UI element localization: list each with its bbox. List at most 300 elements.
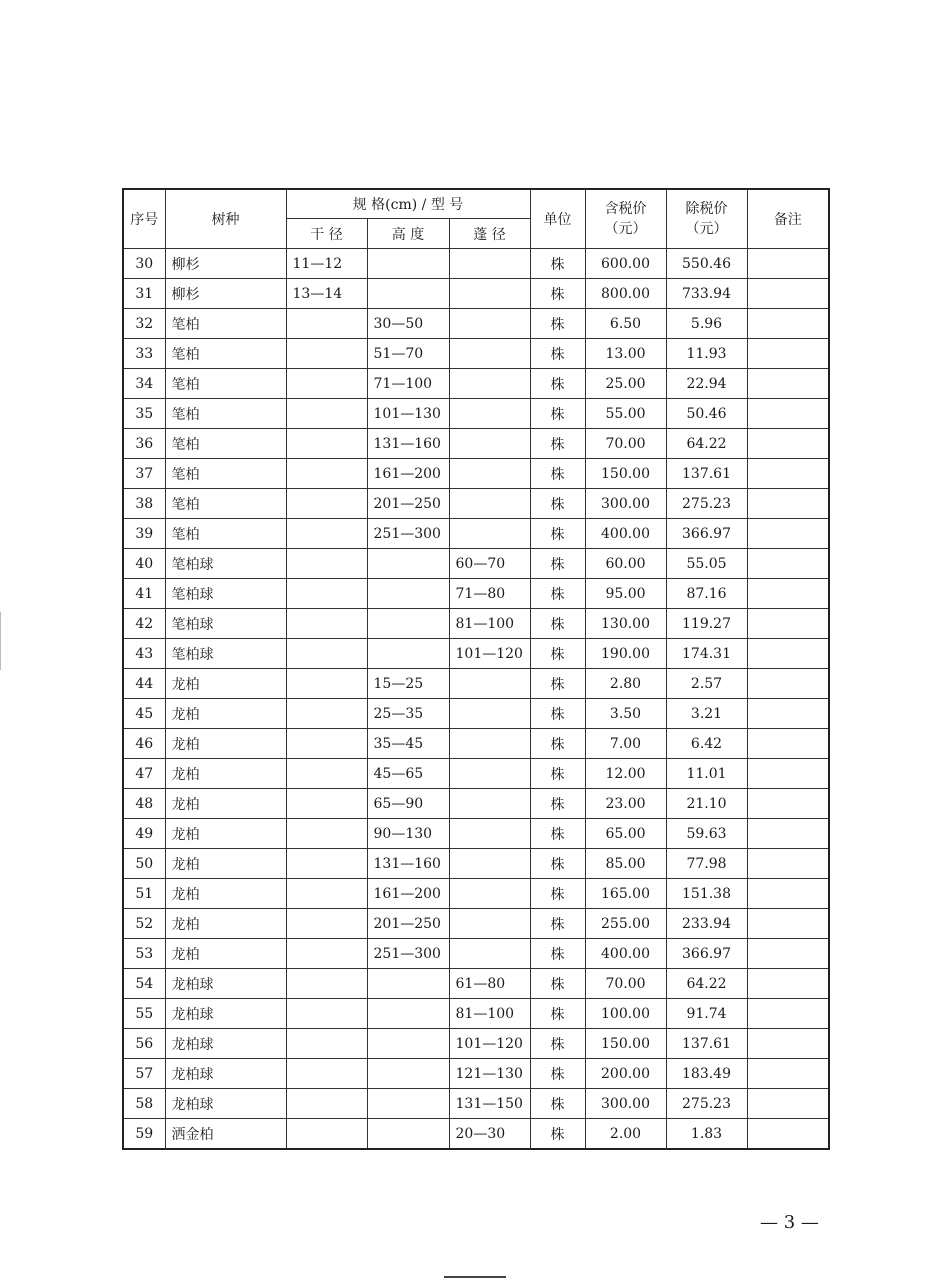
cell-seq: 30 — [123, 249, 165, 279]
table-row — [123, 819, 829, 849]
cell-trunk — [286, 459, 367, 489]
cell-remark — [747, 369, 829, 399]
cell-remark — [747, 579, 829, 609]
cell-seq: 43 — [123, 639, 165, 669]
cell-unit: 株 — [530, 699, 585, 729]
cell-remark — [747, 1089, 829, 1119]
cell-price-tax: 70.00 — [585, 429, 666, 459]
cell-remark — [747, 279, 829, 309]
cell-species: 龙柏 — [165, 789, 286, 819]
cell-height: 15—25 — [367, 669, 449, 699]
cell-unit: 株 — [530, 309, 585, 339]
cell-unit: 株 — [530, 399, 585, 429]
cell-species: 笔柏 — [165, 369, 286, 399]
cell-trunk — [286, 699, 367, 729]
cell-crown — [449, 399, 530, 429]
cell-remark — [747, 1059, 829, 1089]
cell-seq: 45 — [123, 699, 165, 729]
table-row — [123, 369, 829, 399]
cell-price-tax: 100.00 — [585, 999, 666, 1029]
cell-crown — [449, 339, 530, 369]
cell-crown — [449, 819, 530, 849]
cell-unit: 株 — [530, 1059, 585, 1089]
table-row — [123, 699, 829, 729]
cell-price-notax: 55.05 — [666, 549, 747, 579]
cell-crown — [449, 249, 530, 279]
cell-height — [367, 969, 449, 999]
cell-seq: 58 — [123, 1089, 165, 1119]
cell-seq: 36 — [123, 429, 165, 459]
cell-crown: 121—130 — [449, 1059, 530, 1089]
cell-crown: 101—120 — [449, 639, 530, 669]
cell-species: 龙柏 — [165, 759, 286, 789]
cell-species: 洒金柏 — [165, 1119, 286, 1150]
cell-trunk — [286, 369, 367, 399]
cell-trunk — [286, 789, 367, 819]
cell-price-notax: 366.97 — [666, 939, 747, 969]
header-price-notax — [666, 189, 747, 249]
cell-unit: 株 — [530, 489, 585, 519]
cell-height: 131—160 — [367, 429, 449, 459]
cell-unit: 株 — [530, 909, 585, 939]
cell-seq: 50 — [123, 849, 165, 879]
cell-trunk — [286, 969, 367, 999]
table-row — [123, 909, 829, 939]
cell-remark — [747, 879, 829, 909]
cell-price-tax: 60.00 — [585, 549, 666, 579]
header-seq: 序号 — [123, 189, 165, 249]
cell-species: 笔柏球 — [165, 579, 286, 609]
cell-remark — [747, 639, 829, 669]
cell-species: 龙柏 — [165, 729, 286, 759]
cell-remark — [747, 909, 829, 939]
cell-height — [367, 579, 449, 609]
cell-remark — [747, 309, 829, 339]
cell-trunk — [286, 489, 367, 519]
cell-crown — [449, 909, 530, 939]
cell-species: 龙柏 — [165, 669, 286, 699]
cell-unit: 株 — [530, 459, 585, 489]
header-spec-group: 规 格(cm) / 型 号 — [286, 189, 530, 219]
cell-remark — [747, 429, 829, 459]
cell-species: 龙柏球 — [165, 999, 286, 1029]
cell-seq: 56 — [123, 1029, 165, 1059]
header-trunk: 干 径 — [286, 219, 367, 249]
header-height: 高 度 — [367, 219, 449, 249]
cell-price-tax: 2.00 — [585, 1119, 666, 1150]
cell-price-notax: 50.46 — [666, 399, 747, 429]
cell-trunk — [286, 729, 367, 759]
cell-trunk — [286, 909, 367, 939]
cell-height: 161—200 — [367, 879, 449, 909]
cell-seq: 46 — [123, 729, 165, 759]
cell-height: 25—35 — [367, 699, 449, 729]
cell-height: 251—300 — [367, 519, 449, 549]
cell-trunk — [286, 579, 367, 609]
cell-unit: 株 — [530, 339, 585, 369]
cell-price-tax: 130.00 — [585, 609, 666, 639]
cell-trunk — [286, 1089, 367, 1119]
cell-height: 45—65 — [367, 759, 449, 789]
cell-trunk — [286, 609, 367, 639]
cell-price-tax: 6.50 — [585, 309, 666, 339]
cell-unit: 株 — [530, 789, 585, 819]
cell-species: 笔柏 — [165, 399, 286, 429]
header-price-notax-line2: （元） — [685, 221, 728, 237]
table-row — [123, 249, 829, 279]
cell-trunk — [286, 669, 367, 699]
cell-height: 35—45 — [367, 729, 449, 759]
cell-crown — [449, 279, 530, 309]
cell-seq: 34 — [123, 369, 165, 399]
table-row — [123, 759, 829, 789]
cell-price-notax: 550.46 — [666, 249, 747, 279]
cell-unit: 株 — [530, 639, 585, 669]
bottom-edge-mark — [444, 1276, 506, 1278]
cell-price-tax: 255.00 — [585, 909, 666, 939]
cell-remark — [747, 699, 829, 729]
table-row — [123, 849, 829, 879]
cell-trunk — [286, 639, 367, 669]
cell-height — [367, 1119, 449, 1150]
cell-price-notax: 11.01 — [666, 759, 747, 789]
cell-species: 柳杉 — [165, 249, 286, 279]
cell-price-notax: 64.22 — [666, 429, 747, 459]
cell-price-tax: 12.00 — [585, 759, 666, 789]
cell-species: 龙柏 — [165, 849, 286, 879]
cell-remark — [747, 939, 829, 969]
table-row — [123, 1059, 829, 1089]
cell-unit: 株 — [530, 579, 585, 609]
cell-price-notax: 366.97 — [666, 519, 747, 549]
cell-seq: 40 — [123, 549, 165, 579]
cell-trunk — [286, 1029, 367, 1059]
cell-price-notax: 275.23 — [666, 1089, 747, 1119]
cell-trunk: 13—14 — [286, 279, 367, 309]
cell-seq: 55 — [123, 999, 165, 1029]
cell-seq: 33 — [123, 339, 165, 369]
cell-remark — [747, 1119, 829, 1150]
cell-unit: 株 — [530, 519, 585, 549]
table-row — [123, 1029, 829, 1059]
cell-seq: 41 — [123, 579, 165, 609]
table-row — [123, 399, 829, 429]
cell-price-notax: 6.42 — [666, 729, 747, 759]
cell-seq: 35 — [123, 399, 165, 429]
header-price-tax-line2: （元） — [604, 221, 647, 237]
cell-seq: 39 — [123, 519, 165, 549]
cell-remark — [747, 1029, 829, 1059]
cell-remark — [747, 669, 829, 699]
cell-unit: 株 — [530, 429, 585, 459]
cell-price-tax: 25.00 — [585, 369, 666, 399]
cell-seq: 37 — [123, 459, 165, 489]
cell-unit: 株 — [530, 549, 585, 579]
cell-crown — [449, 489, 530, 519]
cell-trunk — [286, 849, 367, 879]
cell-remark — [747, 519, 829, 549]
cell-species: 笔柏球 — [165, 549, 286, 579]
cell-price-notax: 183.49 — [666, 1059, 747, 1089]
cell-price-notax: 137.61 — [666, 459, 747, 489]
cell-remark — [747, 249, 829, 279]
cell-species: 龙柏 — [165, 699, 286, 729]
cell-price-notax: 275.23 — [666, 489, 747, 519]
cell-price-notax: 21.10 — [666, 789, 747, 819]
cell-trunk — [286, 939, 367, 969]
table-row — [123, 519, 829, 549]
price-table — [122, 188, 830, 1150]
cell-species: 笔柏 — [165, 429, 286, 459]
table-row — [123, 609, 829, 639]
cell-crown: 71—80 — [449, 579, 530, 609]
cell-unit: 株 — [530, 879, 585, 909]
cell-price-tax: 400.00 — [585, 519, 666, 549]
cell-seq: 57 — [123, 1059, 165, 1089]
table-row — [123, 669, 829, 699]
cell-remark — [747, 399, 829, 429]
cell-species: 龙柏 — [165, 819, 286, 849]
cell-remark — [747, 459, 829, 489]
cell-price-notax: 151.38 — [666, 879, 747, 909]
table-row — [123, 279, 829, 309]
cell-height: 251—300 — [367, 939, 449, 969]
cell-price-notax: 91.74 — [666, 999, 747, 1029]
cell-price-tax: 70.00 — [585, 969, 666, 999]
cell-price-tax: 65.00 — [585, 819, 666, 849]
cell-seq: 38 — [123, 489, 165, 519]
cell-height — [367, 279, 449, 309]
cell-species: 柳杉 — [165, 279, 286, 309]
cell-seq: 47 — [123, 759, 165, 789]
cell-price-notax: 137.61 — [666, 1029, 747, 1059]
cell-species: 龙柏球 — [165, 1089, 286, 1119]
cell-price-tax: 3.50 — [585, 699, 666, 729]
cell-trunk — [286, 549, 367, 579]
cell-crown: 61—80 — [449, 969, 530, 999]
cell-species: 笔柏球 — [165, 609, 286, 639]
cell-height — [367, 999, 449, 1029]
cell-unit: 株 — [530, 609, 585, 639]
cell-species: 笔柏 — [165, 519, 286, 549]
cell-height: 71—100 — [367, 369, 449, 399]
cell-height — [367, 549, 449, 579]
cell-price-tax: 2.80 — [585, 669, 666, 699]
cell-species: 笔柏 — [165, 459, 286, 489]
table-row — [123, 969, 829, 999]
cell-trunk — [286, 1119, 367, 1150]
cell-remark — [747, 489, 829, 519]
page-number: — 3 — — [760, 1212, 819, 1233]
header-remark: 备注 — [747, 189, 829, 249]
cell-species: 龙柏 — [165, 909, 286, 939]
cell-price-tax: 300.00 — [585, 489, 666, 519]
cell-price-tax: 200.00 — [585, 1059, 666, 1089]
table-row — [123, 729, 829, 759]
cell-height — [367, 1059, 449, 1089]
table-row — [123, 939, 829, 969]
cell-species: 笔柏球 — [165, 639, 286, 669]
cell-price-notax: 11.93 — [666, 339, 747, 369]
cell-remark — [747, 849, 829, 879]
cell-seq: 42 — [123, 609, 165, 639]
cell-remark — [747, 819, 829, 849]
cell-crown — [449, 699, 530, 729]
cell-species: 龙柏 — [165, 879, 286, 909]
cell-unit: 株 — [530, 1119, 585, 1150]
header-price-tax — [585, 189, 666, 249]
cell-price-notax: 87.16 — [666, 579, 747, 609]
cell-crown — [449, 789, 530, 819]
cell-crown — [449, 669, 530, 699]
cell-remark — [747, 729, 829, 759]
table-row — [123, 489, 829, 519]
cell-crown — [449, 519, 530, 549]
cell-remark — [747, 999, 829, 1029]
table-row — [123, 1089, 829, 1119]
cell-price-notax: 22.94 — [666, 369, 747, 399]
cell-crown — [449, 369, 530, 399]
cell-height: 101—130 — [367, 399, 449, 429]
cell-height: 30—50 — [367, 309, 449, 339]
cell-crown — [449, 879, 530, 909]
cell-remark — [747, 789, 829, 819]
cell-remark — [747, 969, 829, 999]
cell-unit: 株 — [530, 819, 585, 849]
cell-species: 笔柏 — [165, 309, 286, 339]
cell-remark — [747, 759, 829, 789]
cell-unit: 株 — [530, 249, 585, 279]
cell-height — [367, 249, 449, 279]
cell-unit: 株 — [530, 999, 585, 1029]
cell-price-notax: 119.27 — [666, 609, 747, 639]
cell-price-tax: 13.00 — [585, 339, 666, 369]
cell-height — [367, 639, 449, 669]
cell-trunk — [286, 1059, 367, 1089]
cell-species: 笔柏 — [165, 489, 286, 519]
cell-seq: 44 — [123, 669, 165, 699]
cell-seq: 52 — [123, 909, 165, 939]
cell-crown — [449, 309, 530, 339]
cell-price-notax: 59.63 — [666, 819, 747, 849]
cell-trunk — [286, 309, 367, 339]
table-row — [123, 639, 829, 669]
cell-trunk — [286, 759, 367, 789]
table-row — [123, 999, 829, 1029]
cell-trunk — [286, 519, 367, 549]
cell-crown: 81—100 — [449, 609, 530, 639]
cell-seq: 54 — [123, 969, 165, 999]
cell-crown: 20—30 — [449, 1119, 530, 1150]
cell-seq: 53 — [123, 939, 165, 969]
cell-remark — [747, 339, 829, 369]
cell-unit: 株 — [530, 279, 585, 309]
cell-price-notax: 1.83 — [666, 1119, 747, 1150]
cell-trunk — [286, 339, 367, 369]
cell-crown — [449, 849, 530, 879]
cell-crown: 60—70 — [449, 549, 530, 579]
cell-trunk — [286, 819, 367, 849]
cell-crown — [449, 729, 530, 759]
cell-height — [367, 609, 449, 639]
cell-price-notax: 5.96 — [666, 309, 747, 339]
cell-price-tax: 55.00 — [585, 399, 666, 429]
cell-unit: 株 — [530, 729, 585, 759]
table-row — [123, 339, 829, 369]
left-edge-mark — [0, 612, 1, 670]
header-unit: 单位 — [530, 189, 585, 249]
cell-trunk — [286, 399, 367, 429]
cell-price-tax: 7.00 — [585, 729, 666, 759]
header-price-tax-line1: 含税价 — [604, 201, 647, 217]
header-species: 树种 — [165, 189, 286, 249]
cell-remark — [747, 549, 829, 579]
cell-price-notax: 77.98 — [666, 849, 747, 879]
cell-trunk — [286, 879, 367, 909]
cell-species: 龙柏球 — [165, 969, 286, 999]
cell-species: 龙柏球 — [165, 1059, 286, 1089]
cell-height — [367, 1089, 449, 1119]
cell-seq: 48 — [123, 789, 165, 819]
cell-price-tax: 85.00 — [585, 849, 666, 879]
table-row — [123, 1119, 829, 1150]
table-row — [123, 789, 829, 819]
cell-unit: 株 — [530, 369, 585, 399]
cell-trunk — [286, 429, 367, 459]
cell-price-tax: 800.00 — [585, 279, 666, 309]
cell-price-notax: 2.57 — [666, 669, 747, 699]
cell-unit: 株 — [530, 939, 585, 969]
cell-unit: 株 — [530, 669, 585, 699]
cell-price-tax: 600.00 — [585, 249, 666, 279]
cell-unit: 株 — [530, 1029, 585, 1059]
cell-height: 90—130 — [367, 819, 449, 849]
cell-height: 51—70 — [367, 339, 449, 369]
cell-price-tax: 150.00 — [585, 459, 666, 489]
cell-price-tax: 95.00 — [585, 579, 666, 609]
table-row — [123, 879, 829, 909]
cell-price-tax: 150.00 — [585, 1029, 666, 1059]
cell-price-notax: 174.31 — [666, 639, 747, 669]
cell-unit: 株 — [530, 1089, 585, 1119]
cell-unit: 株 — [530, 849, 585, 879]
cell-crown: 131—150 — [449, 1089, 530, 1119]
cell-height: 201—250 — [367, 489, 449, 519]
cell-height — [367, 1029, 449, 1059]
cell-species: 龙柏球 — [165, 1029, 286, 1059]
cell-species: 笔柏 — [165, 339, 286, 369]
cell-seq: 49 — [123, 819, 165, 849]
header-crown: 蓬 径 — [449, 219, 530, 249]
table-row — [123, 579, 829, 609]
table-body — [123, 249, 829, 1150]
cell-crown: 101—120 — [449, 1029, 530, 1059]
cell-trunk — [286, 999, 367, 1029]
cell-unit: 株 — [530, 759, 585, 789]
cell-seq: 59 — [123, 1119, 165, 1150]
cell-price-tax: 23.00 — [585, 789, 666, 819]
cell-price-notax: 733.94 — [666, 279, 747, 309]
cell-trunk: 11—12 — [286, 249, 367, 279]
cell-price-notax: 233.94 — [666, 909, 747, 939]
cell-height: 65—90 — [367, 789, 449, 819]
cell-crown: 81—100 — [449, 999, 530, 1029]
cell-seq: 32 — [123, 309, 165, 339]
cell-height: 161—200 — [367, 459, 449, 489]
cell-price-notax: 64.22 — [666, 969, 747, 999]
cell-height: 131—160 — [367, 849, 449, 879]
cell-seq: 31 — [123, 279, 165, 309]
